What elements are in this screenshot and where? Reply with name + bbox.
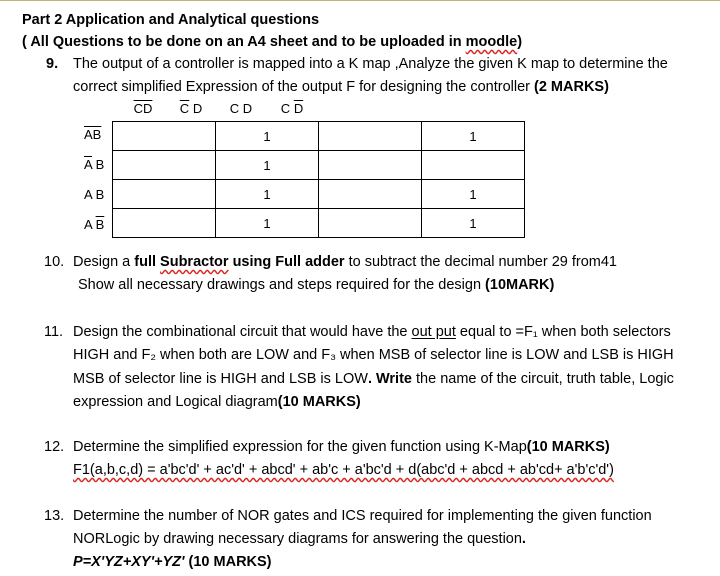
- kmap-cell: [319, 122, 422, 151]
- kmap-cell: [319, 180, 422, 209]
- q13-line3: P=X'YZ+XY'+YZ' (10 MARKS): [73, 554, 272, 570]
- kmap-grid: [112, 121, 525, 238]
- q9-marks: (2 MARKS): [534, 79, 609, 95]
- instruction-line: [22, 33, 522, 51]
- q9-line2: [73, 78, 609, 96]
- q9-line2-text: correct simplified Expression of the output F for designing the controller: [73, 79, 535, 95]
- q11-line2: HIGH and F₂ when both are LOW and F₃ when MSB of selector line is LOW and LSB is HIGH: [73, 347, 674, 363]
- q12-function-expression: F1(a,b,c,d) = a'bc'd' + ac'd' + abcd' + ab'c + a'bc'd + d(abc'd + abcd + ab'cd+ a'b'c'd'): [73, 462, 614, 478]
- top-border: [0, 0, 720, 1]
- q13-number: 13.: [44, 508, 65, 524]
- kmap-col-header-3: C D: [229, 101, 253, 116]
- q10-number: 10.: [44, 254, 65, 270]
- moodle-word: moodle: [465, 34, 518, 50]
- q11-number: 11.: [44, 324, 64, 340]
- kmap-cell: [113, 151, 216, 180]
- kmap-cell: [113, 122, 216, 151]
- kmap-cell: [113, 209, 216, 238]
- q10-line1: Design a full Subractor using Full adder to subtract the decimal number 29 from41: [73, 254, 617, 270]
- subractor-word: Subractor: [160, 254, 229, 270]
- kmap-row-header-1: $\overline{AB}$: [84, 127, 102, 142]
- kmap-cell: 1: [216, 151, 319, 180]
- kmap-row: [113, 180, 525, 209]
- kmap-cell: 1: [422, 180, 525, 209]
- kmap-row: [113, 209, 525, 238]
- q12-line1: Determine the simplified expression for the given function using K-Map(10 MARKS): [73, 439, 610, 455]
- kmap-cell: 1: [216, 180, 319, 209]
- kmap-cell: 1: [216, 209, 319, 238]
- kmap-cell: 1: [216, 122, 319, 151]
- q9-number: 9.: [46, 56, 59, 72]
- q13-expression: P=X'YZ+XY'+YZ': [73, 554, 185, 570]
- out-put-word: out put: [411, 324, 456, 340]
- kmap-cell: [319, 209, 422, 238]
- kmap-row-header-3: A B: [84, 187, 105, 202]
- kmap-cell: 1: [422, 209, 525, 238]
- kmap-cell: [113, 180, 216, 209]
- q9-line1: The output of a controller is mapped into a K map ,Analyze the given K map to determine the: [73, 56, 668, 72]
- kmap-col-header-2: $\overline{C}$ D: [179, 101, 203, 116]
- kmap-col-header-1: $\overline{CD}$: [133, 101, 153, 116]
- instruction-close: ): [517, 34, 523, 50]
- kmap-row-header-4: A $\overline{B}$: [84, 217, 105, 232]
- kmap-row: [113, 151, 525, 180]
- q11-line1: Design the combinational circuit that would have the out put equal to =F₁ when both selectors: [73, 324, 671, 340]
- q12-number: 12.: [44, 439, 65, 455]
- q10-line2: Show all necessary drawings and steps required for the design (10MARK): [78, 277, 555, 293]
- kmap-cell: [422, 151, 525, 180]
- kmap-row: [113, 122, 525, 151]
- instruction-text: ( All Questions to be done on an A4 sheet and to be uploaded in: [22, 34, 466, 50]
- kmap-cell: [319, 151, 422, 180]
- section-heading: Part 2 Application and Analytical questions: [22, 12, 320, 28]
- kmap-row-header-2: $\overline{A}$ B: [84, 157, 105, 172]
- q11-line3: MSB of selector line is HIGH and LSB is LOW. Write the name of the circuit, truth table, Logic: [73, 371, 674, 387]
- kmap-col-header-4: C $\overline{D}$: [280, 101, 304, 116]
- kmap-cell: 1: [422, 122, 525, 151]
- q13-line2: NORLogic by drawing necessary diagrams for answering the question.: [73, 531, 526, 547]
- q11-line4: expression and Logical diagram(10 MARKS): [73, 394, 361, 410]
- q13-line1: Determine the number of NOR gates and ICS required for implementing the given function: [73, 508, 652, 524]
